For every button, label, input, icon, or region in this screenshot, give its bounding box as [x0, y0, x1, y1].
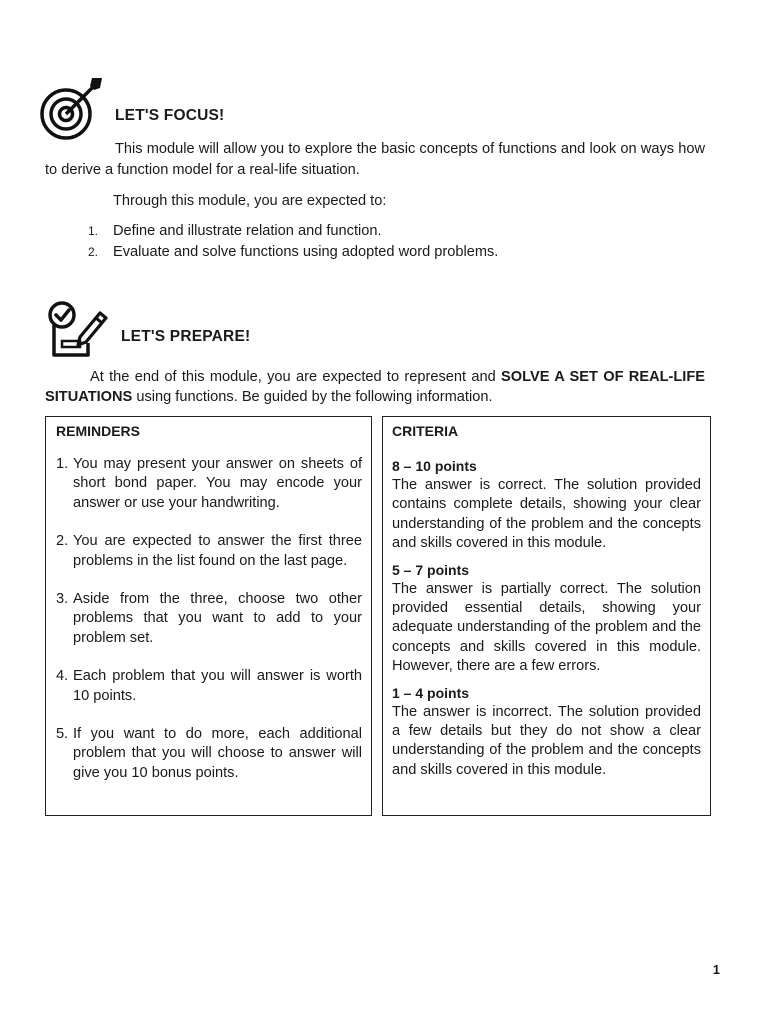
criteria-points: 1 – 4 points [392, 684, 470, 701]
list-text: You are expected to answer the first three problems in the list found on the last page. [73, 533, 362, 569]
clipboard-pencil-icon [44, 299, 110, 361]
list-text: Aside from the three, choose two other problems that you want to add to your problem set. [73, 591, 362, 646]
prepare-intro-bold: SOLVE A SET OF REAL-LIFE SITUATIONS [45, 369, 706, 405]
list-item [56, 532, 362, 571]
list-number: 4. [56, 668, 69, 685]
list-text: If you want to do more, each additional problem that you will choose to answer will give you 10 bonus points. [73, 726, 362, 781]
criteria-text: The answer is partially correct. The solution provided essential details, showing your adequate understanding of the problem and the concepts and skills covered in this module. However, there are a few errors. [392, 580, 701, 675]
criteria-level [392, 684, 701, 781]
list-text: You may present your answer on sheets of short bond paper. You may encode your answer or use your handwriting. [73, 456, 362, 511]
focus-expected: Through this module, you are expected to: [113, 193, 387, 209]
criteria-text: The answer is correct. The solution provided contains complete details, showing your clear understanding of the problem and the concepts and skills covered in this module. [392, 477, 701, 552]
focus-intro-text: This module will allow you to explore the basic concepts of functions and look on ways how to derive a function model for a real-life situation. [45, 141, 705, 178]
list-number: 3. [56, 591, 69, 608]
criteria-text: The answer is incorrect. The solution provided a few details but they do not show a clear understanding of the problem and the concepts and skills covered in this module. [392, 703, 701, 778]
list-text: Each problem that you will answer is worth 10 points. [73, 668, 362, 704]
list-item [56, 667, 362, 706]
list-text: Define and illustrate relation and function. [113, 223, 382, 239]
criteria-level [392, 561, 701, 677]
prepare-intro-end: using functions. Be guided by the following information. [132, 388, 493, 405]
criteria-points: 8 – 10 points [392, 458, 477, 474]
list-item [88, 221, 708, 242]
criteria-level [392, 457, 701, 554]
list-item [56, 590, 362, 648]
list-text: Evaluate and solve functions using adopted word problems. [113, 244, 499, 260]
reminders-title: REMINDERS [56, 423, 141, 439]
list-item [88, 242, 708, 263]
prepare-intro-start: At the end of this module, you are expected to represent and [90, 369, 502, 385]
page-number: 1 [712, 962, 720, 977]
list-item [56, 725, 362, 783]
list-item [56, 455, 362, 513]
criteria-box [382, 416, 711, 816]
focus-intro [45, 139, 705, 181]
target-arrow-icon [38, 76, 106, 144]
list-number: 1. [88, 224, 99, 238]
list-number: 2. [88, 245, 99, 259]
prepare-intro [45, 368, 705, 407]
list-number: 1. [56, 456, 69, 472]
objectives-list [88, 221, 708, 263]
list-number: 2. [56, 533, 69, 550]
reminders-list [56, 455, 362, 783]
criteria-title: CRITERIA [392, 423, 459, 439]
focus-heading: LET'S FOCUS! [115, 107, 225, 124]
criteria-points: 5 – 7 points [392, 561, 470, 578]
list-number: 5. [56, 726, 69, 743]
prepare-heading: LET'S PREPARE! [121, 328, 251, 345]
reminders-box [45, 416, 372, 816]
